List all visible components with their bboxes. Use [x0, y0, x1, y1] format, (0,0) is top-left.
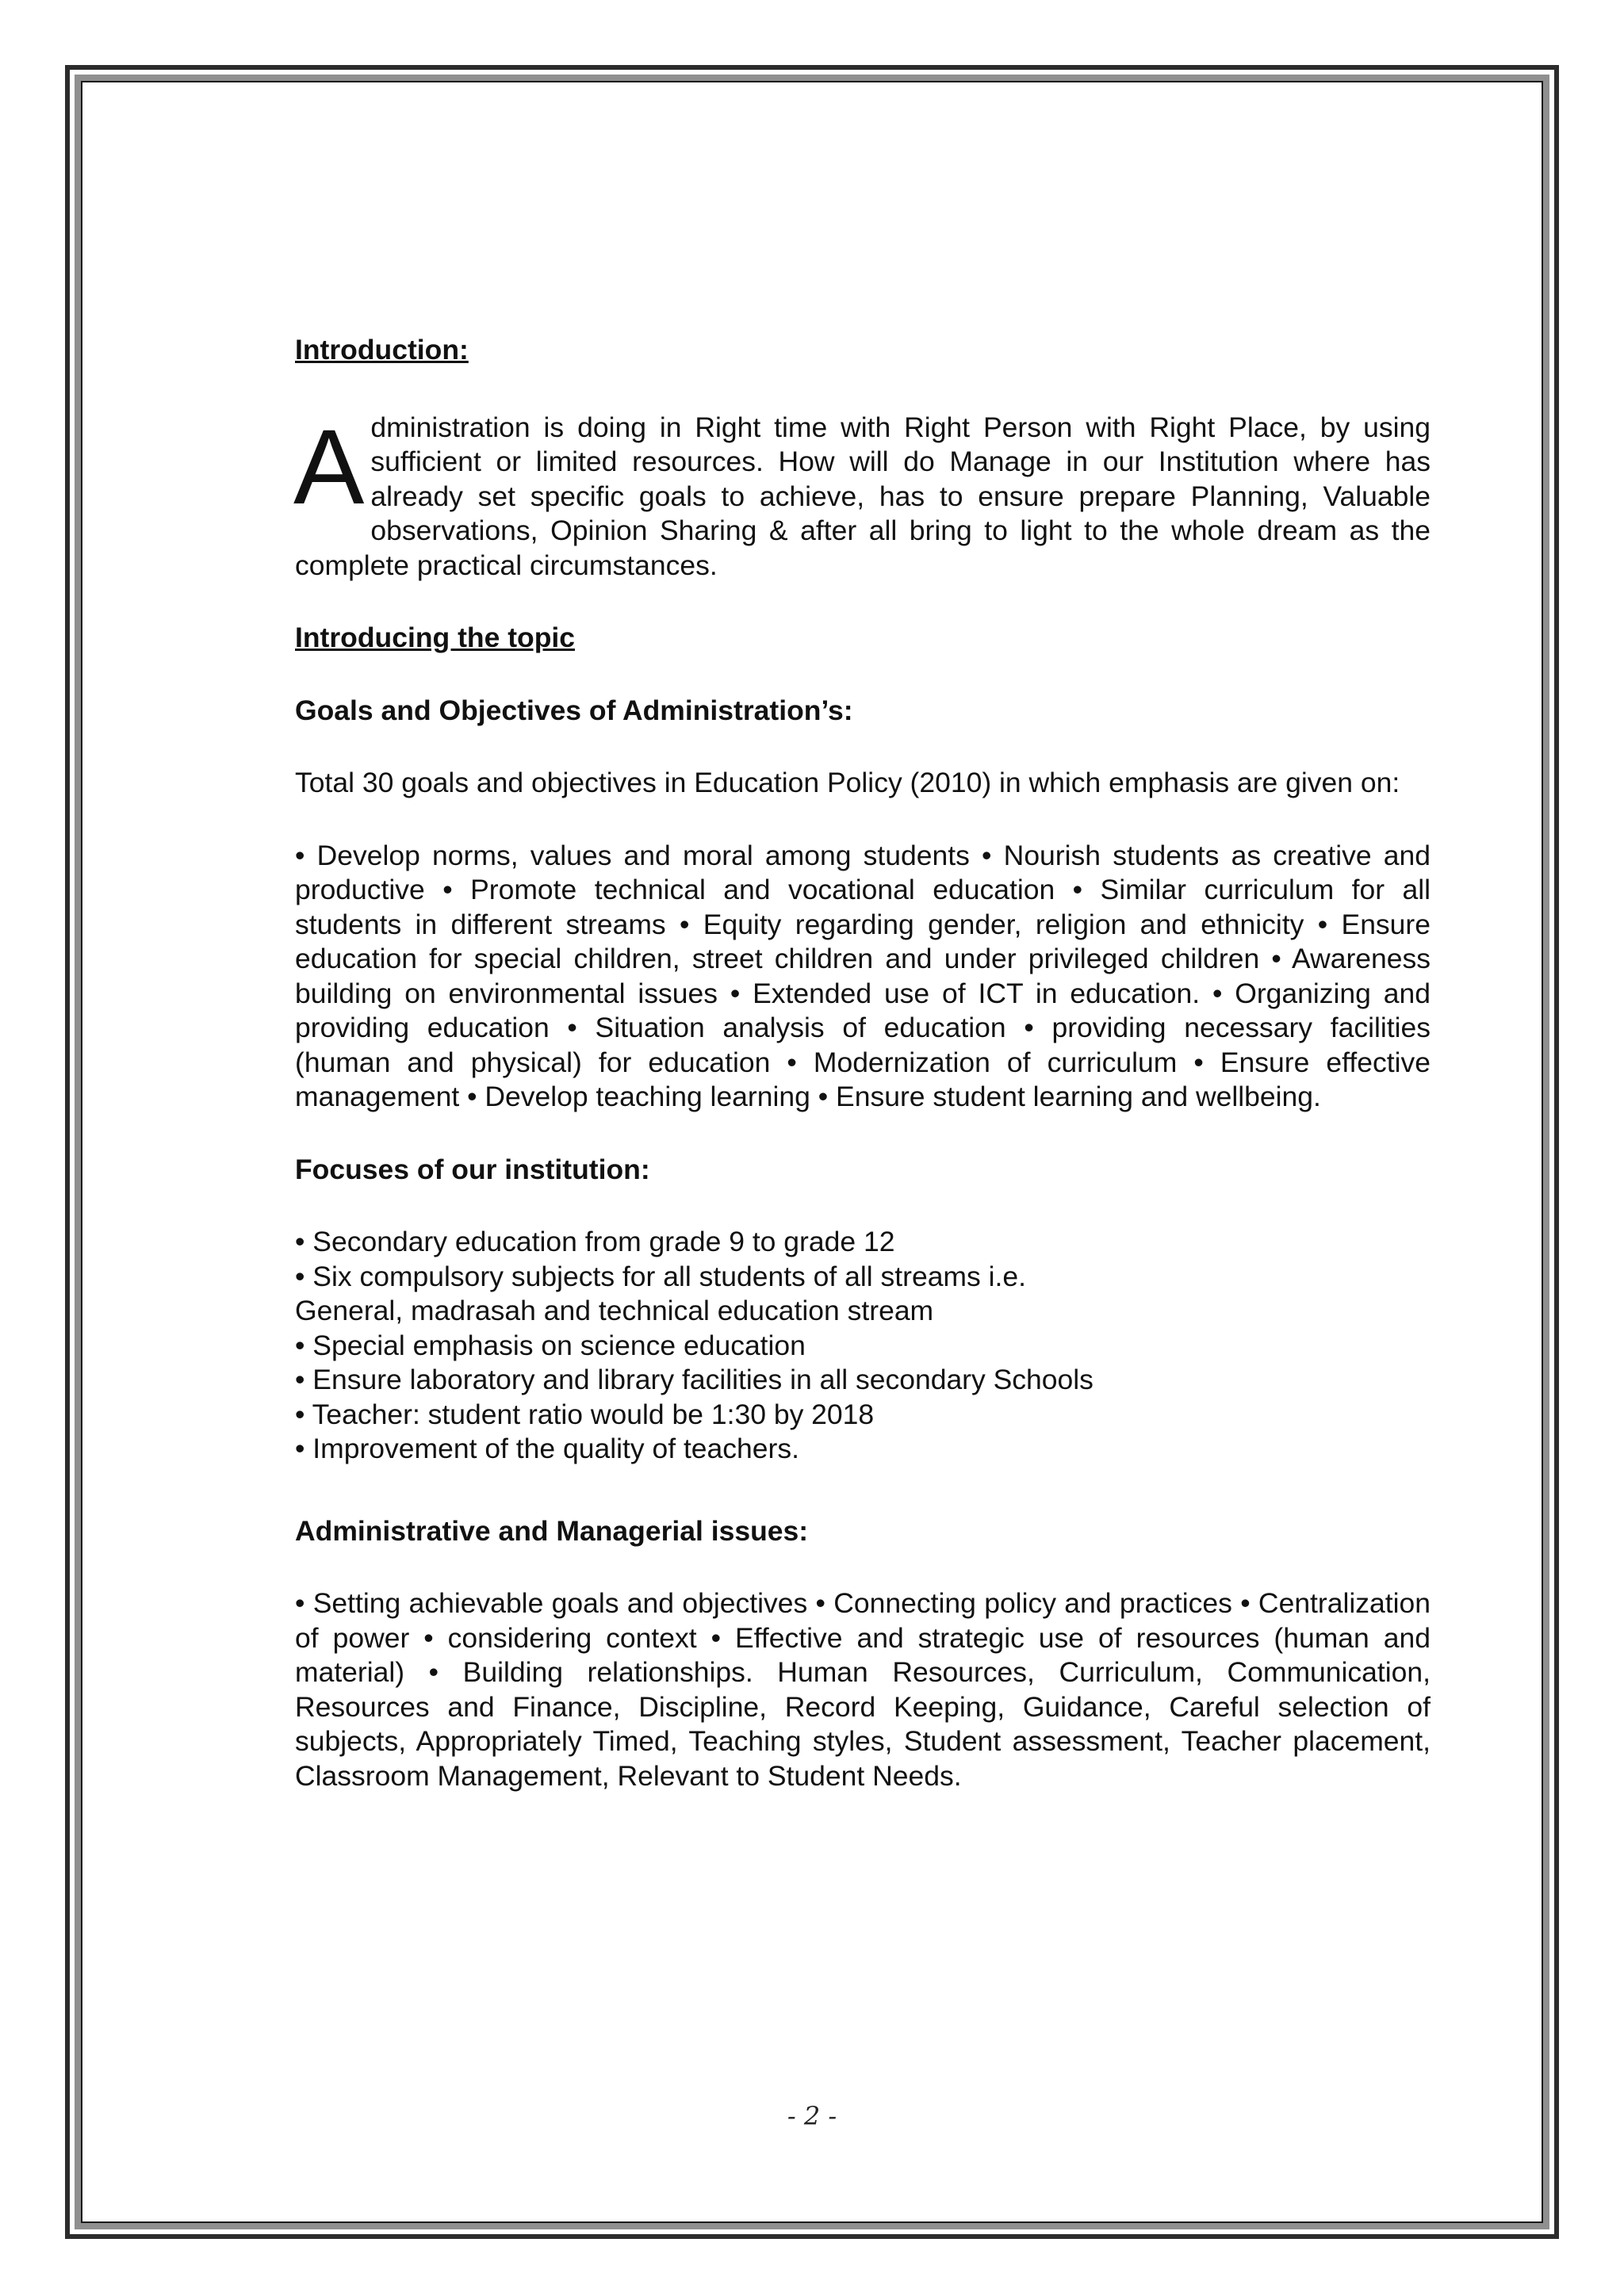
list-item: • Six compulsory subjects for all students of all streams i.e.	[295, 1260, 1026, 1292]
list-item: • Secondary education from grade 9 to grade 12	[295, 1226, 895, 1257]
goals-heading: Goals and Objectives of Administration’s:	[295, 694, 853, 726]
list-item: General, madrasah and technical education stream	[295, 1295, 934, 1326]
drop-cap-letter: A	[293, 408, 365, 526]
introduction-paragraph: dministration is doing in Right time with Right Person with Right Place, by using sufficient or limited resources. How will do Manage in our Institution where has already set specific goals to achieve, has to ensure prepare Planning, Valuable observations, Opinion Sharing & after all bring to light to the whole dream as the complete practical circumstances.	[295, 411, 1431, 581]
list-item: • Teacher: student ratio would be 1:30 by 2018	[295, 1398, 875, 1430]
document-body	[295, 333, 1431, 1793]
introduction-heading: Introduction:	[295, 334, 469, 365]
page-number: - 2 -	[787, 2101, 837, 2131]
list-item: • Improvement of the quality of teachers.	[295, 1433, 799, 1464]
admin-heading: Administrative and Managerial issues:	[295, 1514, 809, 1547]
goals-bullets-paragraph: • Develop norms, values and moral among students • Nourish students as creative and productive • Promote technical and vocational education • Similar curriculum for all students in different streams • Equity regarding gender, religion and ethnicity • Ensure education for special children, street children and under privileged children • Awareness building on environmental issues • Extended use of ICT in education. • Organizing and providing education • Situation analysis of education • providing necessary facilities (human and physical) for education • Modernization of curriculum • Ensure effective management • Develop teaching learning • Ensure student learning and wellbeing.	[295, 839, 1431, 1112]
focuses-list	[295, 1225, 1431, 1467]
goals-intro-paragraph: Total 30 goals and objectives in Education Policy (2010) in which emphasis are given on:	[295, 767, 1400, 798]
introducing-topic-heading: Introducing the topic	[295, 622, 575, 653]
list-item: • Ensure laboratory and library facilities in all secondary Schools	[295, 1364, 1094, 1395]
focuses-heading: Focuses of our institution:	[295, 1153, 650, 1185]
admin-paragraph: • Setting achievable goals and objectives • Connecting policy and practices • Centralization of power • considering context • Effective and strategic use of resources (human and material) • Building relationships. Human Resources, Curriculum, Communication, Resources and Finance, Discipline, Record Keeping, Guidance, Careful selection of subjects, Appropriately Timed, Teaching styles, Student assessment, Teacher placement, Classroom Management, Relevant to Student Needs.	[295, 1587, 1431, 1792]
introduction-section	[293, 408, 1431, 584]
list-item: • Special emphasis on science education	[295, 1329, 806, 1361]
